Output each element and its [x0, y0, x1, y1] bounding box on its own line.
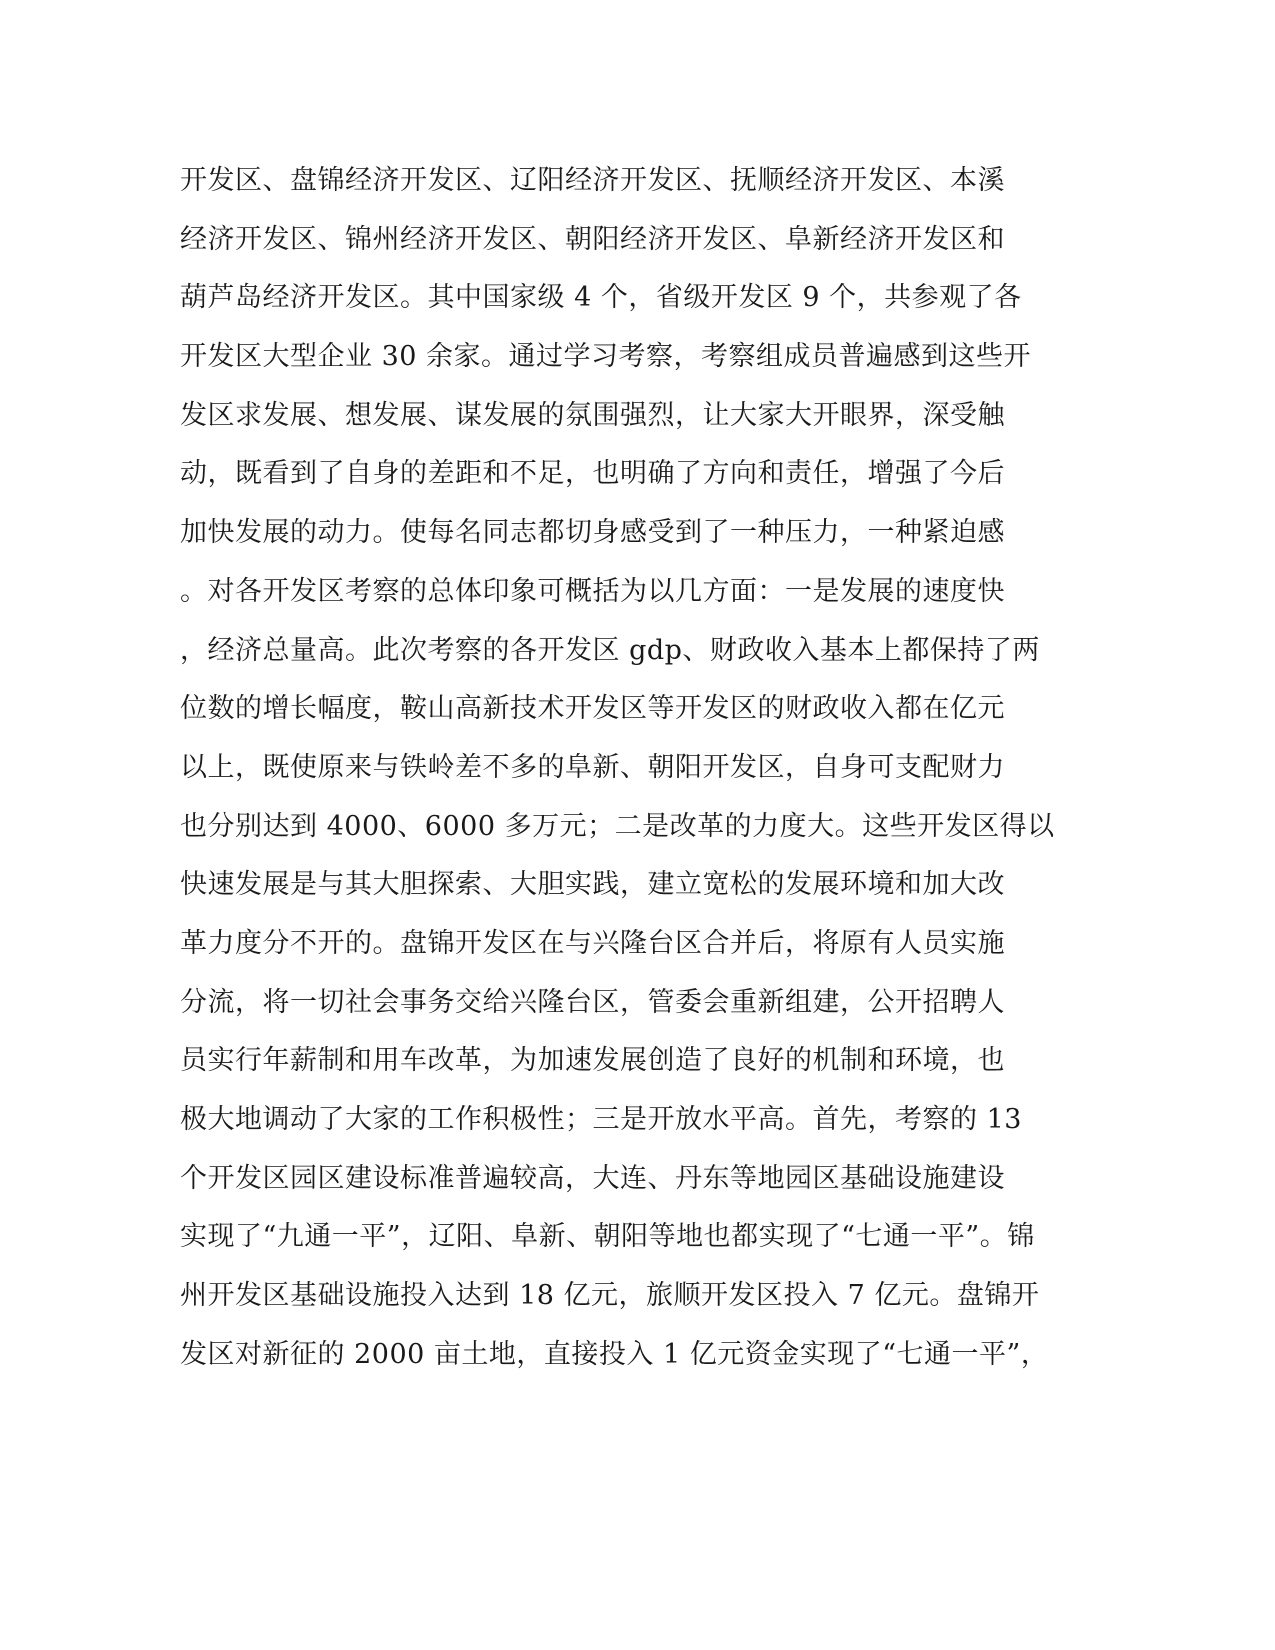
text-line-18: 个开发区园区建设标准普遍较高，大连、丹东等地园区基础设施建设 — [180, 1162, 1005, 1194]
text-line-2: 经济开发区、锦州经济开发区、朝阳经济开发区、阜新经济开发区和 — [180, 223, 1005, 255]
text-line-19: 实现了“九通一平”，辽阳、阜新、朝阳等地也都实现了“七通一平”。锦 — [180, 1221, 1035, 1253]
text-line-5: 发区求发展、想发展、谋发展的氛围强烈，让大家大开眼界，深受触 — [180, 399, 1005, 431]
text-line-13: 快速发展是与其大胆探索、大胆实践，建立宽松的发展环境和加大改 — [180, 869, 1005, 901]
text-line-3: 葫芦岛经济开发区。其中国家级 4 个，省级开发区 9 个，共参观了各 — [180, 282, 1022, 314]
text-line-4: 开发区大型企业 30 余家。通过学习考察，考察组成员普遍感到这些开 — [180, 341, 1032, 373]
text-line-10: 位数的增长幅度，鞍山高新技术开发区等开发区的财政收入都在亿元 — [180, 693, 1005, 725]
text-line-6: 动，既看到了自身的差距和不足，也明确了方向和责任，增强了今后 — [180, 458, 1005, 490]
text-line-7: 加快发展的动力。使每名同志都切身感受到了一种压力，一种紧迫感 — [180, 517, 1005, 549]
text-line-9: ，经济总量高。此次考察的各开发区 gdp、财政收入基本上都保持了两 — [180, 634, 1040, 666]
text-line-1: 开发区、盘锦经济开发区、辽阳经济开发区、抚顺经济开发区、本溪 — [180, 165, 1005, 196]
text-line-8: 。对各开发区考察的总体印象可概括为以几方面：一是发展的速度快 — [180, 575, 1005, 607]
text-line-11: 以上，既使原来与铁岭差不多的阜新、朝阳开发区，自身可支配财力 — [180, 751, 1005, 783]
text-line-12: 也分别达到 4000、6000 多万元；二是改革的力度大。这些开发区得以 — [180, 810, 1055, 842]
body-text — [180, 152, 1060, 1384]
text-line-21: 发区对新征的 2000 亩土地，直接投入 1 亿元资金实现了“七通一平”， — [180, 1338, 1049, 1370]
text-line-15: 分流，将一切社会事务交给兴隆台区，管委会重新组建，公开招聘人 — [180, 986, 1005, 1018]
text-line-20: 州开发区基础设施投入达到 18 亿元，旅顺开发区投入 7 亿元。盘锦开 — [180, 1280, 1040, 1312]
text-line-14: 革力度分不开的。盘锦开发区在与兴隆台区合并后，将原有人员实施 — [180, 927, 1005, 959]
text-line-17: 极大地调动了大家的工作积极性；三是开放水平高。首先，考察的 13 — [180, 1104, 1022, 1135]
text-line-16: 员实行年薪制和用车改革，为加速发展创造了良好的机制和环境，也 — [180, 1045, 1005, 1077]
